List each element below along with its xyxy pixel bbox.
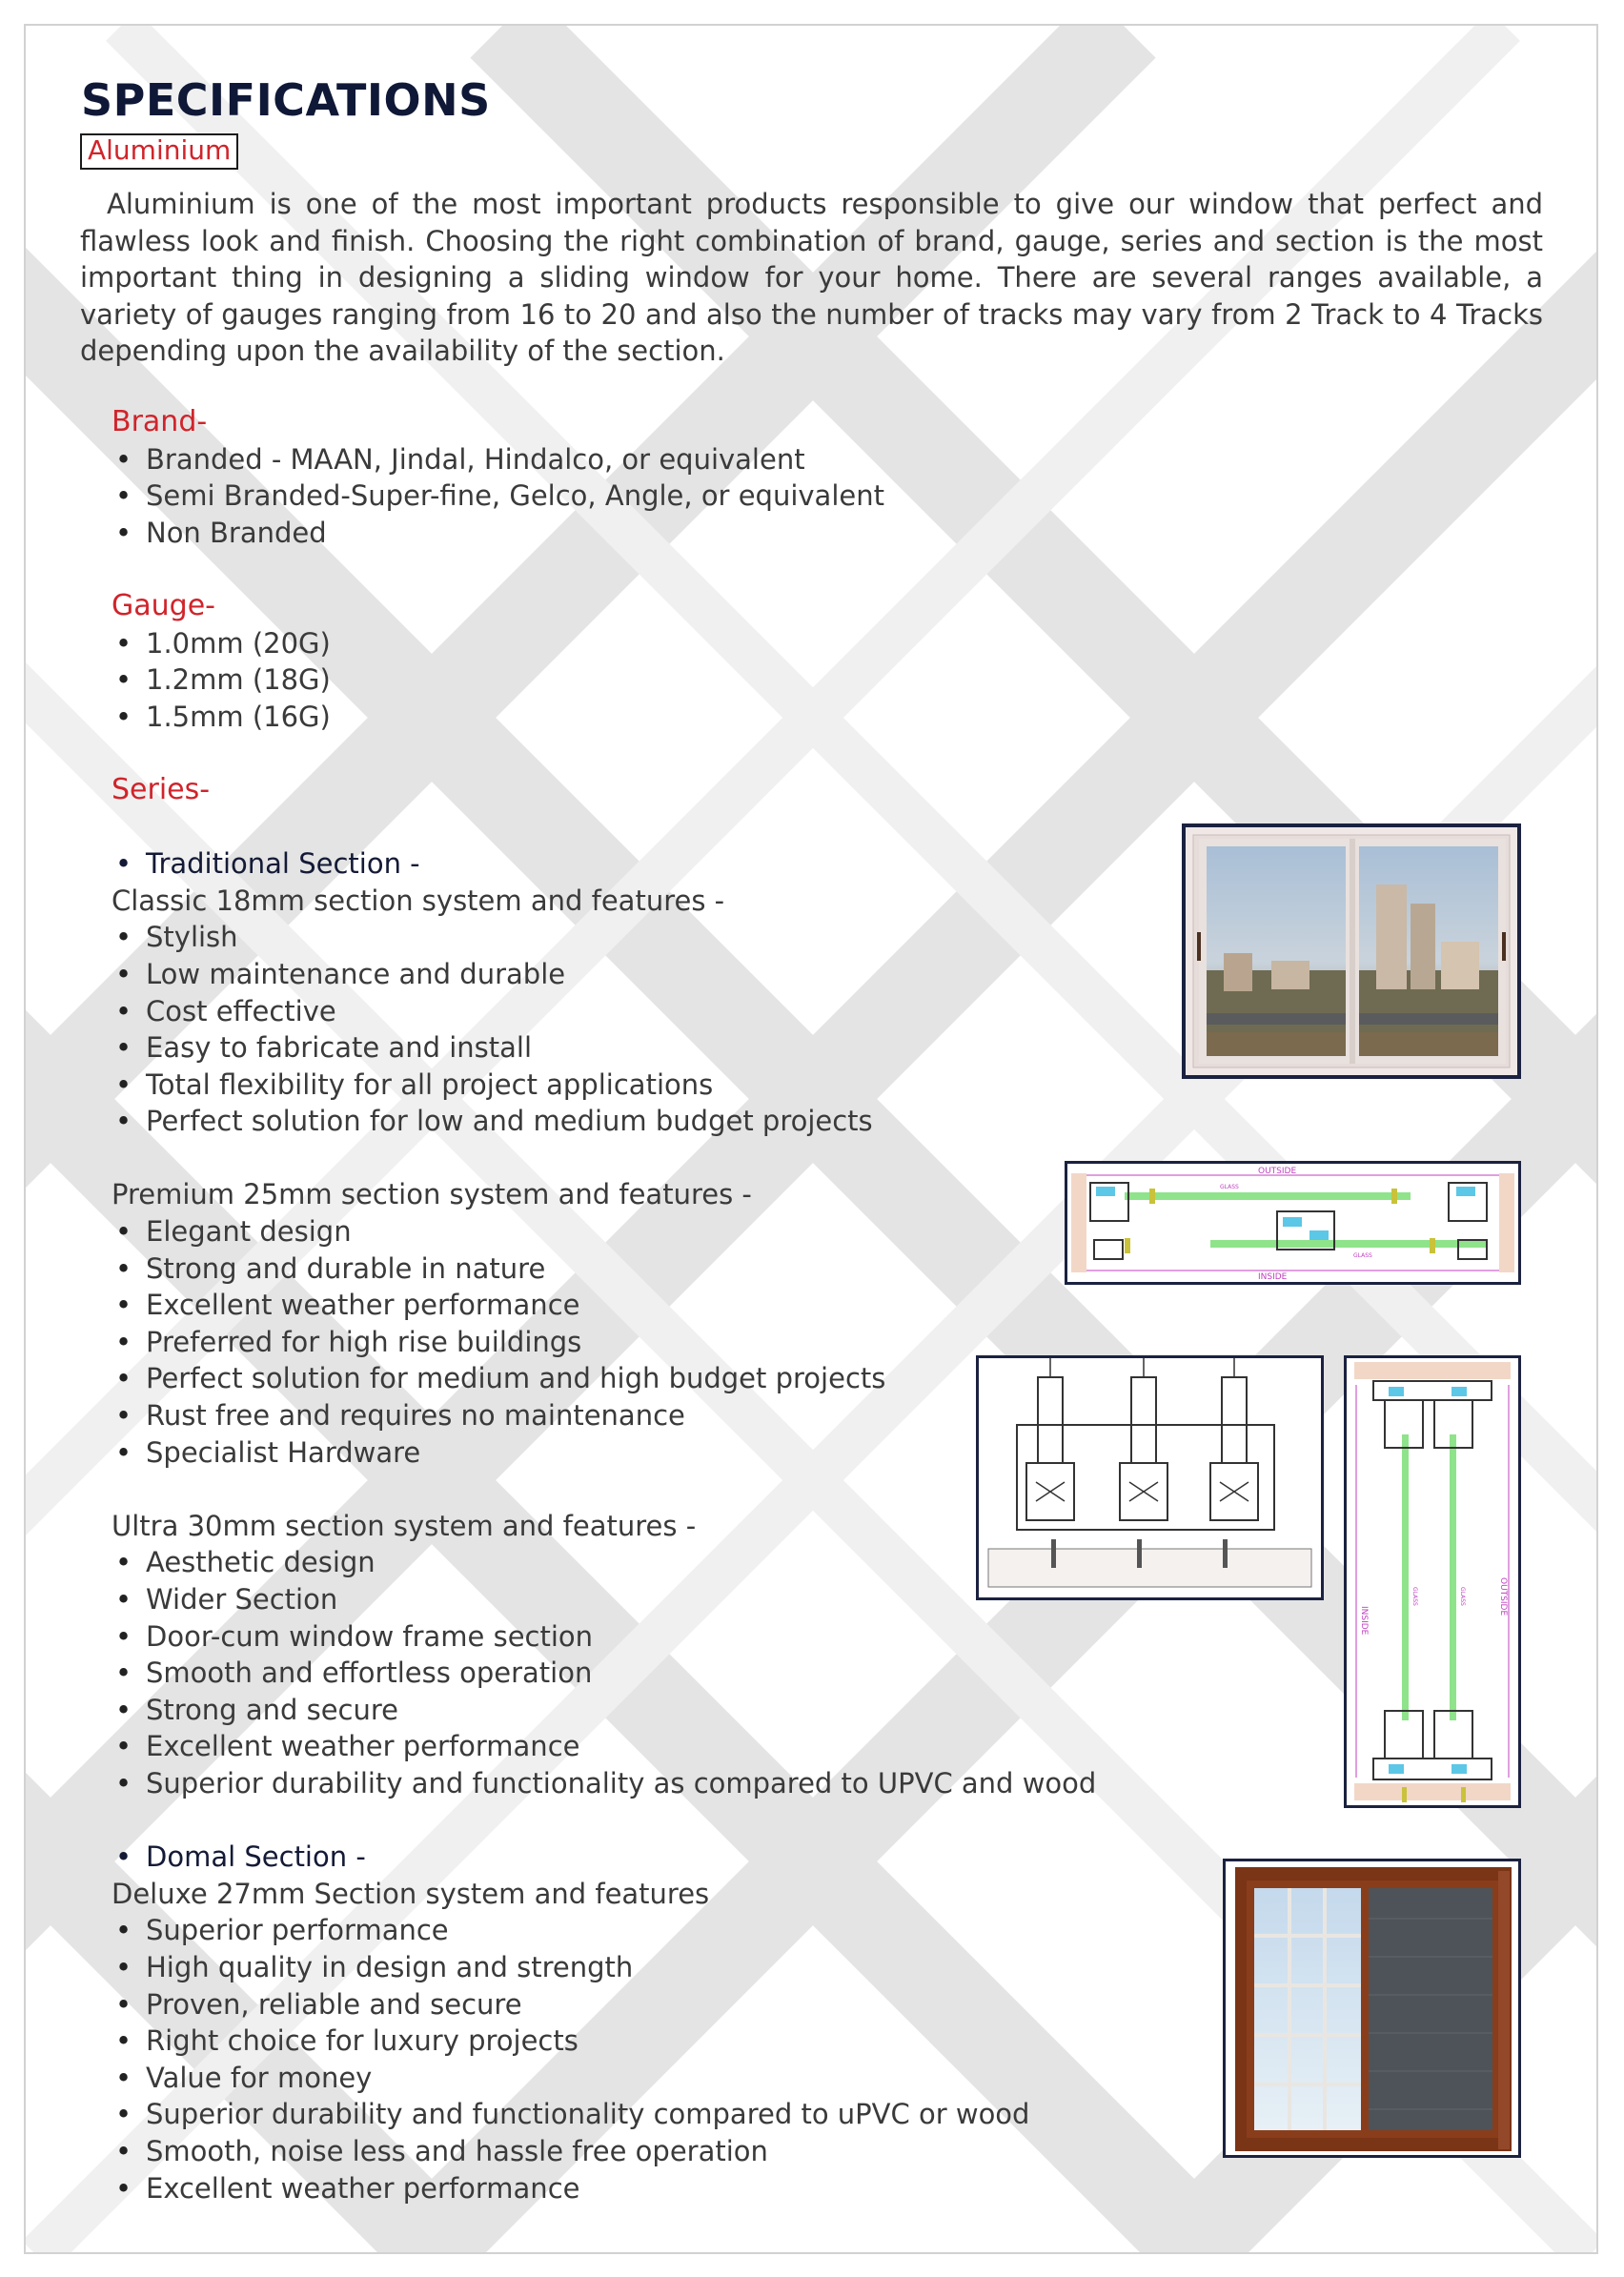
page-title: SPECIFICATIONS [81,74,491,126]
premium-section-diagram [1065,1161,1521,1285]
list-item: • Wider Section [112,1581,1236,1618]
list-item: • Branded - MAAN, Jindal, Hindalco, or equivalent [112,441,1236,478]
list-item: • Semi Branded-Super-fine, Gelco, Angle, or equivalent [112,478,1236,515]
list-item: • Total flexibility for all project applications [112,1067,1236,1104]
domal-section-title: • Domal Section - [112,1839,1236,1876]
glass-label: GLASS [1353,1252,1372,1259]
outside-label: OUTSIDE [1258,1167,1297,1176]
intro-paragraph: Aluminium is one of the most important products responsible to give our window that perfect and flawless look and finish. Choosing the right combination of brand, gauge, series and section is the most important thing in designing a sliding window for your home. There are several ranges available, a variety of gauges ranging from 16 to 20 and also the number of tracks may vary from 2 Track to 4 Tracks depending upon the availability of the section. [80,188,1543,368]
inside-label: INSIDE [1359,1606,1369,1636]
list-item: • Value for money [112,2060,1236,2097]
list-item: • 1.2mm (18G) [112,661,1236,699]
material-badge: Aluminium [80,133,238,170]
glass-label: GLASS [1220,1184,1239,1190]
list-item: • Perfect solution for low and medium budget projects [112,1103,1236,1140]
list-item: • Strong and secure [112,1692,1236,1729]
list-item: • Low maintenance and durable [112,956,1236,993]
traditional-section-title: • Traditional Section - [112,845,1236,883]
list-item: • Stylish [112,919,1236,956]
list-item: • Superior durability and functionality as compared to UPVC and wood [112,1765,1236,1802]
list-item: • Rust free and requires no maintenance [112,1397,1236,1434]
outside-label: OUTSIDE [1498,1577,1508,1616]
list-item: • Excellent weather performance [112,1287,1236,1324]
list-item: • Excellent weather performance [112,2170,1236,2207]
list-item: • Elegant design [112,1213,1236,1250]
list-item: • Proven, reliable and secure [112,1986,1236,2023]
list-item: • Non Branded [112,515,1236,552]
ultra-section-label: Ultra 30mm section system and features - [112,1509,697,1542]
list-item: • Cost effective [112,993,1236,1030]
classic-section-label: Classic 18mm section system and features - [112,884,725,917]
glass-label: GLASS [1459,1587,1466,1606]
series-heading: Series- [112,772,211,806]
inside-label: INSIDE [1258,1272,1288,1282]
list-item: • Excellent weather performance [112,1728,1236,1765]
vertical-section-diagram [1344,1355,1521,1808]
ultra-section-diagram [976,1355,1324,1600]
list-item: • High quality in design and strength [112,1949,1236,1986]
list-item: • Easy to fabricate and install [112,1029,1236,1067]
list-item: • Superior durability and functionality compared to uPVC or wood [112,2096,1236,2133]
list-item: • 1.0mm (20G) [112,625,1236,662]
glass-label: GLASS [1411,1587,1418,1606]
list-item: • Superior performance [112,1912,1236,1949]
list-item: • Right choice for luxury projects [112,2023,1236,2060]
list-item: • Preferred for high rise buildings [112,1324,1236,1361]
list-item: • 1.5mm (16G) [112,699,1236,736]
list-item: • Aesthetic design [112,1544,1236,1581]
spec-list [112,404,1236,2206]
premium-section-label: Premium 25mm section system and features - [112,1178,752,1211]
list-item: • Smooth and effortless operation [112,1655,1236,1692]
deluxe-section-label: Deluxe 27mm Section system and features [112,1877,710,1910]
list-item: • Specialist Hardware [112,1434,1236,1472]
list-item: • Strong and durable in nature [112,1250,1236,1288]
brand-heading: Brand- [112,405,208,438]
list-item: • Smooth, noise less and hassle free operation [112,2133,1236,2170]
list-item: • Door-cum window frame section [112,1618,1236,1656]
list-item: • Perfect solution for medium and high budget projects [112,1360,1236,1397]
domal-window-photo [1223,1859,1521,2158]
sliding-window-photo [1182,823,1521,1079]
gauge-heading: Gauge- [112,588,215,622]
